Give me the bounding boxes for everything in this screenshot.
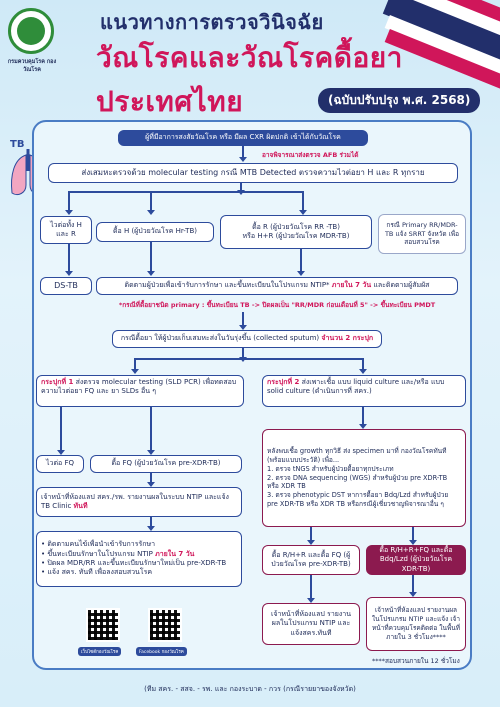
jar-2-box <box>262 375 466 407</box>
resist-r-box <box>220 215 372 249</box>
action-item: • ปิดผล MDR/RR และขึ้นทะเบียนรักษาใหม่เป็น pre-XDR-TB <box>41 559 227 567</box>
title-line-1: แนวทางการตรวจวินิจฉัย <box>100 10 324 34</box>
arrow <box>412 527 414 541</box>
arrow <box>412 575 414 593</box>
lab-report-right-box: เจ้าหน้าที่ห้องแลป รายงานผล ในโปรแกรม NTIP และแจ้ง เจ้าหน้าที่ควบคุมโรคติดต่อ ในพื้นที่ภายใน 3 ชั่วโมง**** <box>366 597 466 651</box>
branch-line <box>68 191 304 193</box>
resist-h-box: ดื้อ H (ผู้ป่วยวัณโรค Hr-TB) <box>96 222 214 242</box>
lab-notify-urgency: ทันที <box>73 502 88 510</box>
sputum-count: จำนวน 2 กระปุก <box>321 334 374 343</box>
follow-deadline: ภายใน 7 วัน <box>331 281 372 290</box>
title-line-2: วัณโรคและวัณโรคดื้อยาประเทศไทย <box>96 41 403 118</box>
arrow <box>302 191 304 211</box>
resist-r-line-1: ดื้อ R (ผู้ป่วยวัณโรค RR -TB) <box>252 222 340 231</box>
arrow <box>242 348 244 358</box>
sputum-main-text: กรณีดื้อยา ให้ผู้ป่วยเก็บเสมหะส่งในวันรุ่งขึ้น (collected sputum) <box>120 334 320 343</box>
arrow <box>134 358 136 370</box>
growth-step: 3. ตรวจ phenotypic DST หาการดื้อยา Bdq/Lzd สำหรับผู้ป่วย pre XDR-TB หรือ XDR TB หรือกรณีผู้เชี่ยวชาญพิจารณาอื่น ๆ <box>267 491 449 509</box>
facebook-qr-label: Facebook กองวัณโรค <box>136 647 187 656</box>
department-seal-icon <box>8 8 54 54</box>
resist-bdq-box: ดื้อ R/H+R+FQ และดื้อ Bdq/Lzd (ผู้ป่วยวัณโรค XDR-TB) <box>366 545 466 575</box>
arrow <box>362 407 364 425</box>
resist-r-line-2: หรือ H+R (ผู้ป่วยวัณโรค MDR-TB) <box>242 232 350 240</box>
svg-text:TB: TB <box>10 139 25 150</box>
arrow <box>68 244 70 272</box>
arrow <box>68 191 70 211</box>
action-item: • แจ้ง สคร. ทันที เพื่อลงสอบสวนโรค <box>41 568 153 577</box>
arrow <box>150 242 152 272</box>
sputum-box <box>112 330 382 348</box>
afb-note: อาจพิจารณาส่งตรวจ AFB ร่วมได้ <box>262 151 359 159</box>
arrow <box>362 358 364 370</box>
sensitive-fq-box: ไวต่อ FQ <box>36 455 84 473</box>
growth-intro: หลังพบเชื้อ growth ทุกวิธี ส่ง specimen มาที่ กองวัณโรคทันที (พร้อมแบบประวัติ) เพื่อ... <box>267 446 447 464</box>
ds-tb-box: DS-TB <box>40 277 92 295</box>
action-item: • ขึ้นทะเบียนรักษาในโปรแกรม NTIP ภายใน 7 วัน <box>41 549 195 558</box>
growth-step: 1. ตรวจ tNGS สำหรับผู้ป่วยดื้อยาทุกประเภท <box>267 464 394 473</box>
arrow <box>242 146 244 158</box>
arrow <box>60 407 62 451</box>
arrow <box>242 312 244 326</box>
start-box: ผู้ที่มีอาการสงสัยวัณโรค หรือ มีผล CXR ผิดปกติ เข้าได้กับวัณโรค <box>118 130 368 146</box>
website-qr-label: เว็บไซต์กองวัณโรค <box>78 647 121 656</box>
arrow <box>310 575 312 599</box>
arrow <box>150 473 152 483</box>
investigate-note: ****สอบสวนภายใน 12 ชั่วโมง <box>372 657 460 665</box>
primary-resist-note: *กรณีที่ดื้อยาชนิด primary : ขึ้นทะเบียน TB -> ปิดผลเป็น "RR/MDR ก่อนเดือนที่ 5" -> ขึ้นทะเบียน PMDT <box>118 301 436 309</box>
jar-2-text: ส่งเพาะเชื้อ แบบ liquid culture และ/หรือ แบบ solid culture (ดำเนินการที่ สคร.) <box>267 378 445 396</box>
follow-up-box <box>96 277 458 295</box>
sensitive-hr-box: ไวต่อทั้ง H และ R <box>40 216 92 244</box>
branch-line <box>134 358 364 360</box>
action-item: • ติดตามคนไข้เพื่อนำเข้ารับการรักษา <box>41 540 156 549</box>
lab-report-left-box: เจ้าหน้าที่ห้องแลป รายงานผลในโปรแกรม NTIP และแจ้งสคร.ทันที <box>262 603 360 645</box>
arrow <box>150 517 152 527</box>
resist-rhfq-box: ดื้อ R/H+R และดื้อ FQ (ผู้ป่วยวัณโรค pre-XDR-TB) <box>262 545 360 575</box>
department-name: กรมควบคุมโรค กองวัณโรค <box>7 59 57 73</box>
growth-box <box>262 429 466 527</box>
actions-box <box>36 531 242 587</box>
lab-notify-text: เจ้าหน้าที่ห้องแลป สคร./รพ. รายงานผลในระบบ NTIP และแจ้ง TB Clinic <box>41 492 229 510</box>
arrow <box>150 191 152 211</box>
primary-note-box: กรณี Primary RR/MDR-TB แจ้ง SRRT จังหวัด เพื่อสอบสวนโรค <box>378 214 466 254</box>
arrow <box>300 249 302 272</box>
jar-2-label: กระปุกที่ 2 <box>267 378 300 386</box>
arrow <box>150 407 152 451</box>
follow-end-text: และติดตามผู้สัมผัส <box>373 281 430 290</box>
edition-badge: (ฉบับปรับปรุง พ.ศ. 2568) <box>318 88 480 113</box>
molecular-testing-box: ส่งเสมหะตรวจด้วย molecular testing กรณี MTB Detected ตรวจความไวต่อยา H และ R ทุกราย <box>48 163 458 183</box>
growth-step: 2. ตรวจ DNA sequencing (WGS) สำหรับผู้ป่วย pre XDR-TB หรือ XDR TB <box>267 473 448 491</box>
resist-fq-box: ดื้อ FQ (ผู้ป่วยวัณโรค pre-XDR-TB) <box>90 455 242 473</box>
jar-1-label: กระปุกที่ 1 <box>41 378 74 386</box>
website-qr-code[interactable] <box>86 608 120 642</box>
facebook-qr-code[interactable] <box>148 608 182 642</box>
arrow <box>310 527 312 541</box>
arrow <box>240 183 242 191</box>
follow-main-text: ติดตามผู้ป่วยเพื่อเข้ารับการรักษา และขึ้นทะเบียนในโปรแกรม NTIP* <box>124 281 330 290</box>
jar-1-box <box>36 375 244 407</box>
footer-note: (ทีม สคร. - สสจ. - รพ. และ กองระบาด - กวร (กรณีรายยาของจังหวัด) <box>144 685 356 693</box>
lab-notify-box <box>36 487 242 517</box>
jar-1-text: ส่งตรวจ molecular testing (SLD PCR) เพื่อทดสอบความไวต่อยา FQ และ ยา SLDs อื่น ๆ <box>41 378 237 396</box>
